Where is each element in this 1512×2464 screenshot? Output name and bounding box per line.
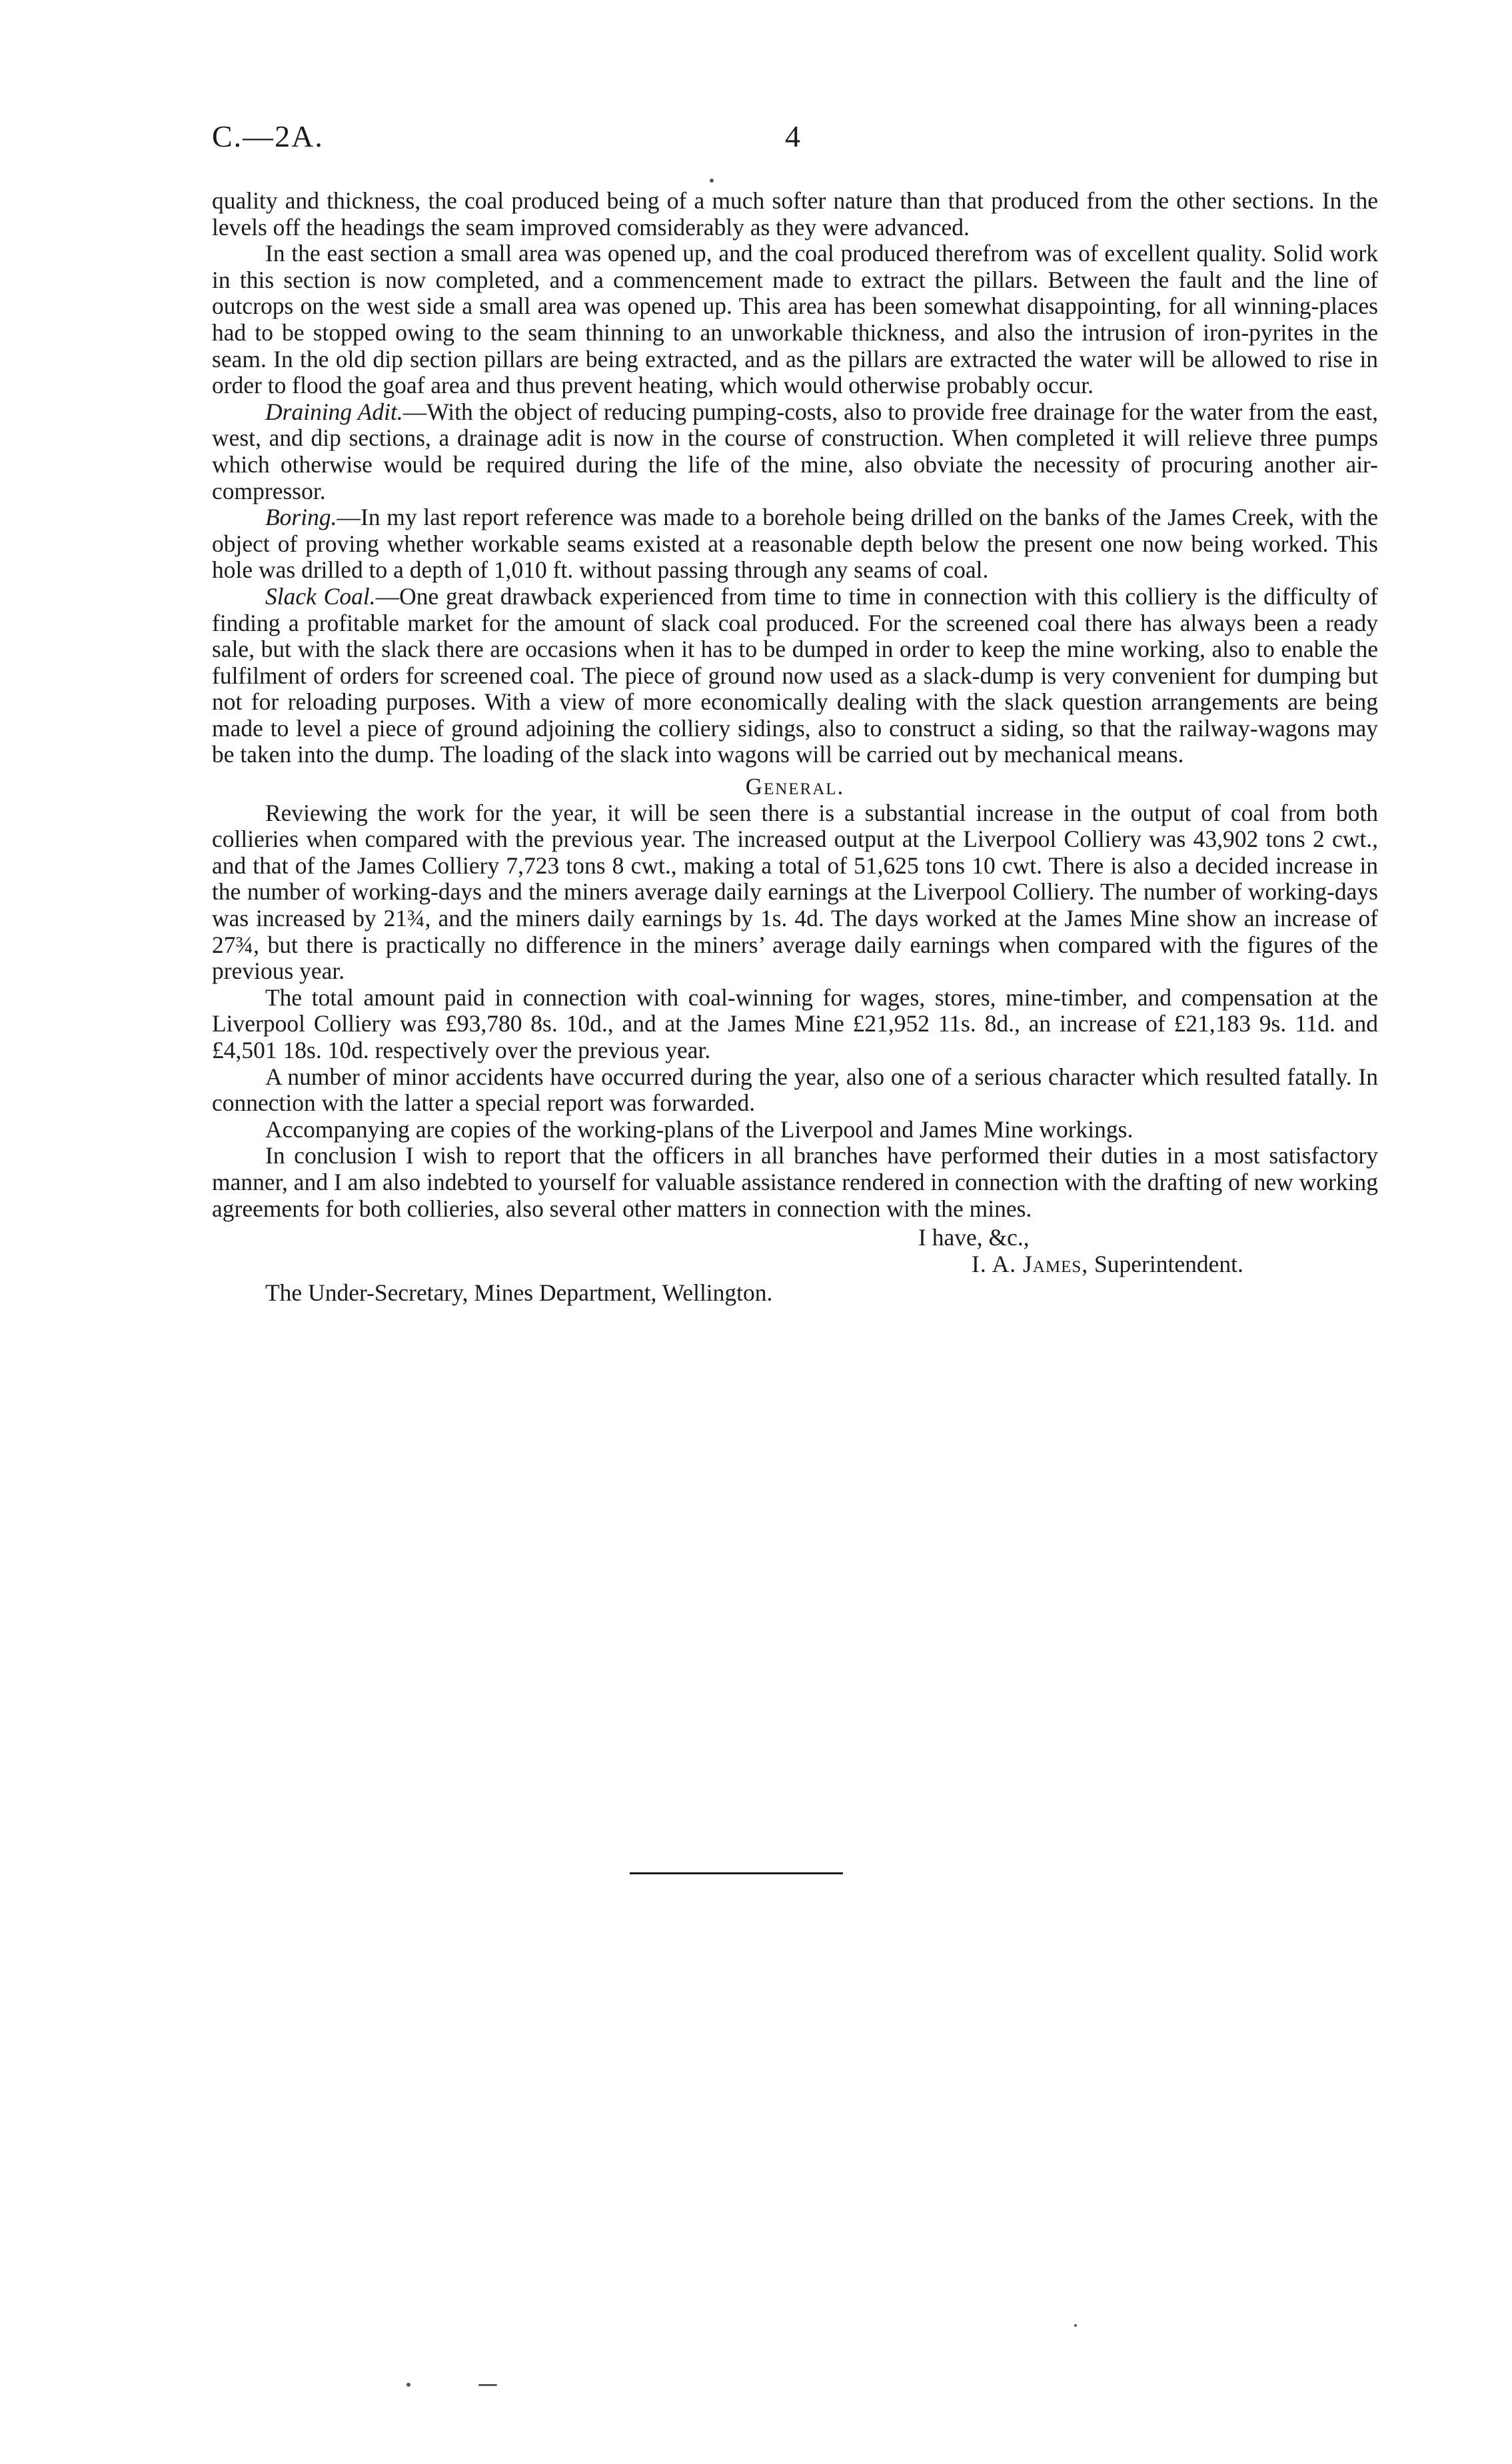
page-number: 4 xyxy=(785,119,800,153)
paragraph-text: —In my last report reference was made to a borehole being drilled on the banks of the James Creek, with the object of proving whether workable seams existed at a reasonable depth below the present one now being worked. This hole was drilled to a depth of 1,010 ft. without passing through any seams of coal. xyxy=(212,504,1378,584)
signature-line xyxy=(212,1251,1378,1278)
paragraph-lead: Boring. xyxy=(265,504,337,531)
paragraph-lead: Draining Adit. xyxy=(265,398,403,425)
signature-name: I. A. James, xyxy=(972,1250,1089,1277)
paragraph-general-review: Reviewing the work for the year, it will be seen there is a substantial increase in the output of coal from both collieries when compared with the previous year. The increased output at the Liverpool Colliery was 43,902 tons 2 cwt., and that of the James Colliery 7,723 tons 8 cwt., making a total of 51,625 tons 10 cwt. There is also a decided increase in the number of working-days and the miners average daily earnings at the Liverpool Colliery. The number of working-days was increased by 21¾, and the miners daily earnings by 1s. 4d. The days worked at the James Mine show an increase of 27¾, but there is practically no difference in the miners’ average daily earnings when compared with the figures of the previous year. xyxy=(212,799,1378,985)
paragraph-slack-coal xyxy=(212,584,1378,768)
paragraph-text: —With the object of reducing pumping-costs, also to provide free drainage for the water from the east, west, and dip sections, a drainage adit is now in the course of construction. When completed it will relieve three pumps which otherwise would be required during the life of the mine, also obviate the necessity of procuring another air-compressor. xyxy=(212,398,1378,504)
closing-rule-divider xyxy=(630,1872,843,1874)
paragraph-draining-adit xyxy=(212,399,1378,504)
paragraph-text: In the east section a small area was opened up, and the coal produced therefrom was of excellent quality. Solid work in this section is now completed, and a commencement made to extract the pillars. Between the fault and the line of outcrops on the west side a small area was opened up. This area has been somewhat disappointing, for all winning-places had to be stopped owing to the seam thinning to an unworkable thickness, and also the intrusion of iron-pyrites in the seam. In the old dip section pillars are being extracted, and as the pillars are extracted the water will be allowed to rise in order to flood the goaf area and thus prevent heating, which would otherwise probably occur. xyxy=(212,240,1378,399)
paragraph-general-payments: The total amount paid in connection with coal-winning for wages, stores, mine-timber, and compensation at the Liverpool Colliery was £93,780 8s. 10d., and at the James Mine £21,952 11s. 8d., an increase of £21,183 9s. 11d. and £4,501 18s. 10d. respectively over the previous year. xyxy=(212,983,1378,1063)
signature-salutation: I have, &c., xyxy=(918,1224,1030,1251)
paragraph-boring xyxy=(212,504,1378,584)
paragraph-text: —One great drawback experienced from time to time in connection with this colliery is the difficulty of finding a profitable market for the amount of slack coal produced. For the screened coal there has always been a ready sale, but with the slack there are occasions when it has to be dumped in order to keep the mine working, also to enable the fulfilment of orders for screened coal. The piece of ground now used as a slack-dump is very convenient for dumping but not for reloading purposes. With a view of more economically dealing with the slack question arrangements are being made to level a piece of ground adjoining the colliery sidings, also to construct a siding, so that the railway-wagons may be taken into the dump. The loading of the slack into wagons will be carried out by mechanical means. xyxy=(212,582,1378,768)
paragraph-continuation xyxy=(212,188,1378,241)
paragraph-lead: Slack Coal. xyxy=(265,582,376,610)
paragraph-text: quality and thickness, the coal produced being of a much softer nature than that produced from the other sections. In the levels off the headings the seam improved comsiderably as they were advanced. xyxy=(212,187,1378,241)
scan-speck xyxy=(478,2384,497,2386)
paragraph-east-section xyxy=(212,241,1378,399)
signature-title: Superintendent. xyxy=(1094,1250,1243,1277)
scan-speck xyxy=(710,179,714,183)
addressee: The Under-Secretary, Mines Department, Wellington. xyxy=(265,1279,773,1307)
paragraph-general-plans: Accompanying are copies of the working-plans of the Liverpool and James Mine workings. xyxy=(265,1115,1134,1143)
scan-speck xyxy=(1074,2324,1077,2327)
scan-speck xyxy=(406,2383,410,2387)
paragraph-general-accidents: A number of minor accidents have occurred during the year, also one of a serious character which resulted fatally. In connection with the latter a special report was forwarded. xyxy=(212,1063,1378,1117)
document-reference: C.—2A. xyxy=(212,119,324,153)
report-body xyxy=(212,188,1378,1307)
page-header xyxy=(212,119,1345,165)
signature-block xyxy=(212,1225,1378,1277)
paragraph-general-conclusion: In conclusion I wish to report that the officers in all branches have performed their duties in a most satisfactory manner, and I am also indebted to yourself for valuable assistance rendered in connection with the drafting of new working agreements for both collieries, also several other matters in connection with the mines. xyxy=(212,1142,1378,1222)
section-heading-general: General. xyxy=(745,774,845,800)
